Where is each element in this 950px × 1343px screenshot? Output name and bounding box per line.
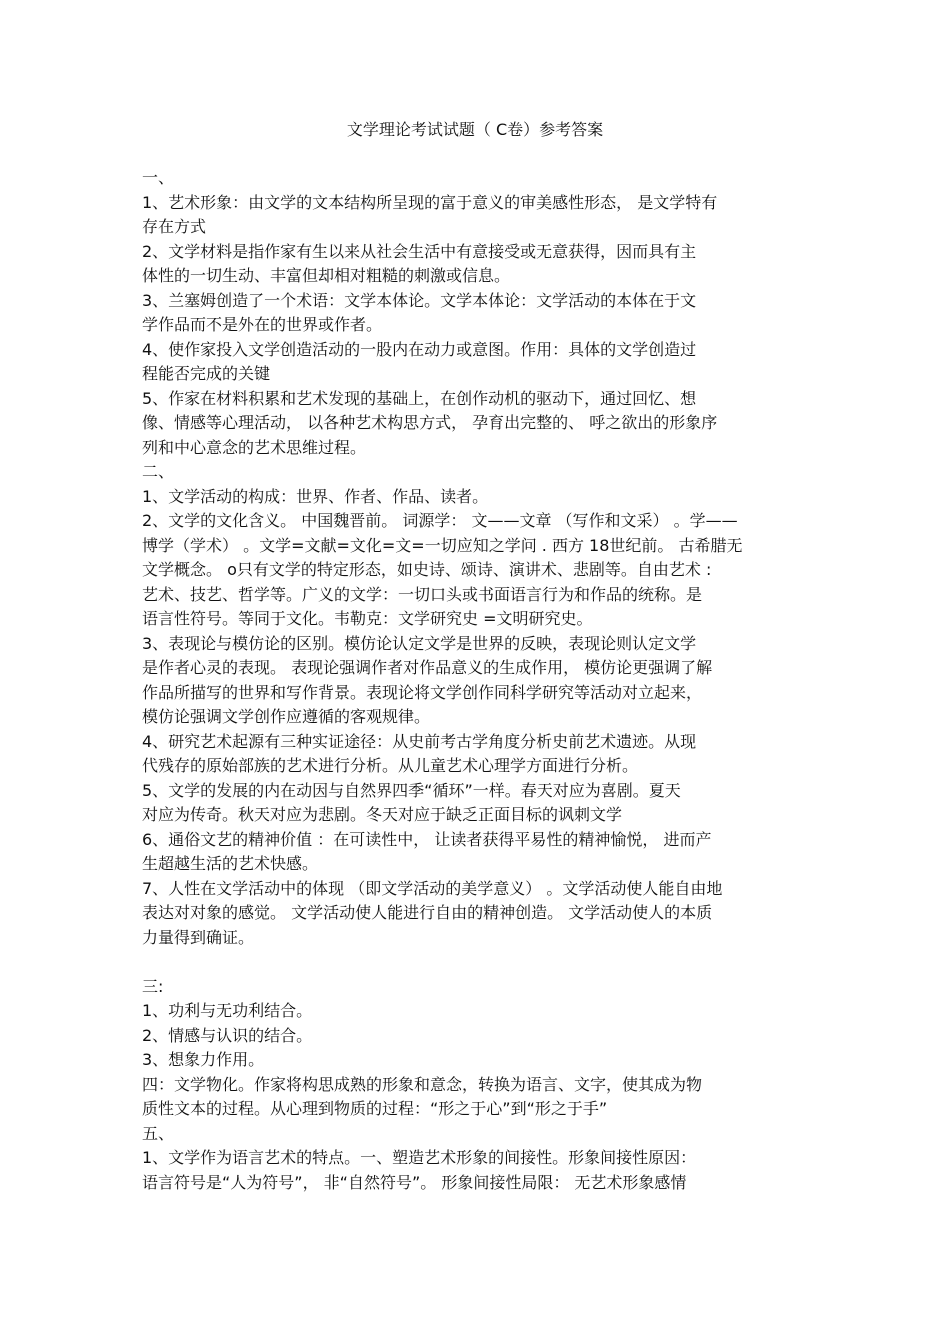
text-line: 2、文学材料是指作家有生以来从社会生活中有意接受或无意获得，因而具有主: [142, 241, 697, 261]
text-line: 质性文本的过程。从心理到物质的过程：“形之于心”到“形之于手”: [142, 1099, 608, 1118]
text-line: 表达对对象的感觉。 文学活动使人能进行自由的精神创造。 文学活动使人的本质: [142, 903, 713, 922]
text-line: 生超越生活的艺术快感。: [142, 854, 319, 873]
text-line: 体性的一切生动、丰富但却相对粗糙的刺激或信息。: [142, 266, 511, 285]
text-line: 艺术、技艺、哲学等。广义的文学：一切口头或书面语言行为和作品的统称。是: [142, 584, 703, 604]
text-line: 代残存的原始部族的艺术进行分析。从儿童艺术心理学方面进行分析。: [142, 756, 639, 775]
text-line: 3、想象力作用。: [142, 1050, 265, 1069]
text-line: 博学（学术） 。文学=文献=文化=文=一切应知之学问 . 西方 18世纪前。 古希腊无: [142, 535, 743, 555]
text-line: 4、使作家投入文学创造活动的一股内在动力或意图。作用：具体的文学创造过: [142, 339, 697, 359]
text-line: 3、表现论与模仿论的区别。模仿论认定文学是世界的反映，表现论则认定文学: [142, 633, 697, 653]
text-line: 模仿论强调文学创作应遵循的客观规律。: [142, 707, 431, 726]
text-line: 五、: [142, 1123, 175, 1143]
text-line: 作品所描写的世界和写作背景。表现论将文学创作同科学研究等活动对立起来，: [142, 682, 703, 702]
text-line: 5、文学的发展的内在动因与自然界四季“循环”一样。春天对应为喜剧。夏天: [142, 780, 681, 800]
text-line: 四：文学物化。作家将构思成熟的形象和意念，转换为语言、文字，使其成为物: [142, 1074, 703, 1094]
text-line: 4、研究艺术起源有三种实证途径：从史前考古学角度分析史前艺术遗迹。从现: [142, 731, 697, 751]
text-line: 5、作家在材料积累和艺术发现的基础上，在创作动机的驱动下，通过回忆、想: [142, 388, 697, 408]
text-line: 2、文学的文化含义。 中国魏晋前。 词源学： 文——文章 （写作和文采） 。学——: [142, 511, 738, 530]
text-line: 2、情感与认识的结合。: [142, 1025, 313, 1045]
text-line: 存在方式: [142, 217, 207, 236]
text-line: 列和中心意念的艺术思维过程。: [142, 437, 367, 457]
text-line: 力量得到确证。: [142, 927, 255, 947]
text-line: 是作者心灵的表现。 表现论强调作者对作品意义的生成作用， 模仿论更强调了解: [142, 658, 713, 677]
text-line: 文学概念。 o只有文学的特定形态，如史诗、颂诗、演讲术、悲剧等。自由艺术 :: [142, 560, 712, 579]
text-line: 程能否完成的关键: [142, 364, 271, 383]
document-title: 文学理论考试试题（ C卷）参考答案: [346, 120, 604, 139]
text-line: 6、通俗文艺的精神价值 ：在可读性中， 让读者获得平易性的精神愉悦， 进而产: [142, 829, 712, 849]
text-line: 3、兰塞姆创造了一个术语：文学本体论。文学本体论：文学活动的本体在于文: [142, 290, 697, 310]
text-line: 语言性符号。等同于文化。韦勒克：文学研究史 =文明研究史。: [142, 609, 593, 628]
text-line: 一、: [142, 168, 175, 187]
text-line: 1、功利与无功利结合。: [142, 1001, 313, 1020]
text-line: 语言符号是“人为符号”， 非“自然符号”。 形象间接性局限： 无艺术形象感情: [142, 1172, 687, 1192]
text-line: 三:: [142, 976, 164, 996]
text-line: 对应为传奇。秋天对应为悲剧。冬天对应于缺乏正面目标的讽刺文学: [142, 805, 623, 824]
document-body: [142, 166, 822, 1195]
text-line: 学作品而不是外在的世界或作者。: [142, 315, 383, 334]
text-line: 1、文学活动的构成：世界、作者、作品、读者。: [142, 486, 489, 506]
text-line: 1、艺术形象：由文学的文本结构所呈现的富于意义的审美感性形态， 是文学特有: [142, 192, 718, 212]
text-line: [142, 950, 822, 975]
text-line: 像、情感等心理活动， 以各种艺术构思方式， 孕育出完整的、 呼之欲出的形象序: [142, 413, 718, 432]
text-line: 7、人性在文学活动中的体现 （即文学活动的美学意义） 。文学活动使人能自由地: [142, 878, 723, 898]
text-line: 1、文学作为语言艺术的特点。一、塑造艺术形象的间接性。形象间接性原因：: [142, 1148, 697, 1167]
text-line: 二、: [142, 462, 175, 481]
